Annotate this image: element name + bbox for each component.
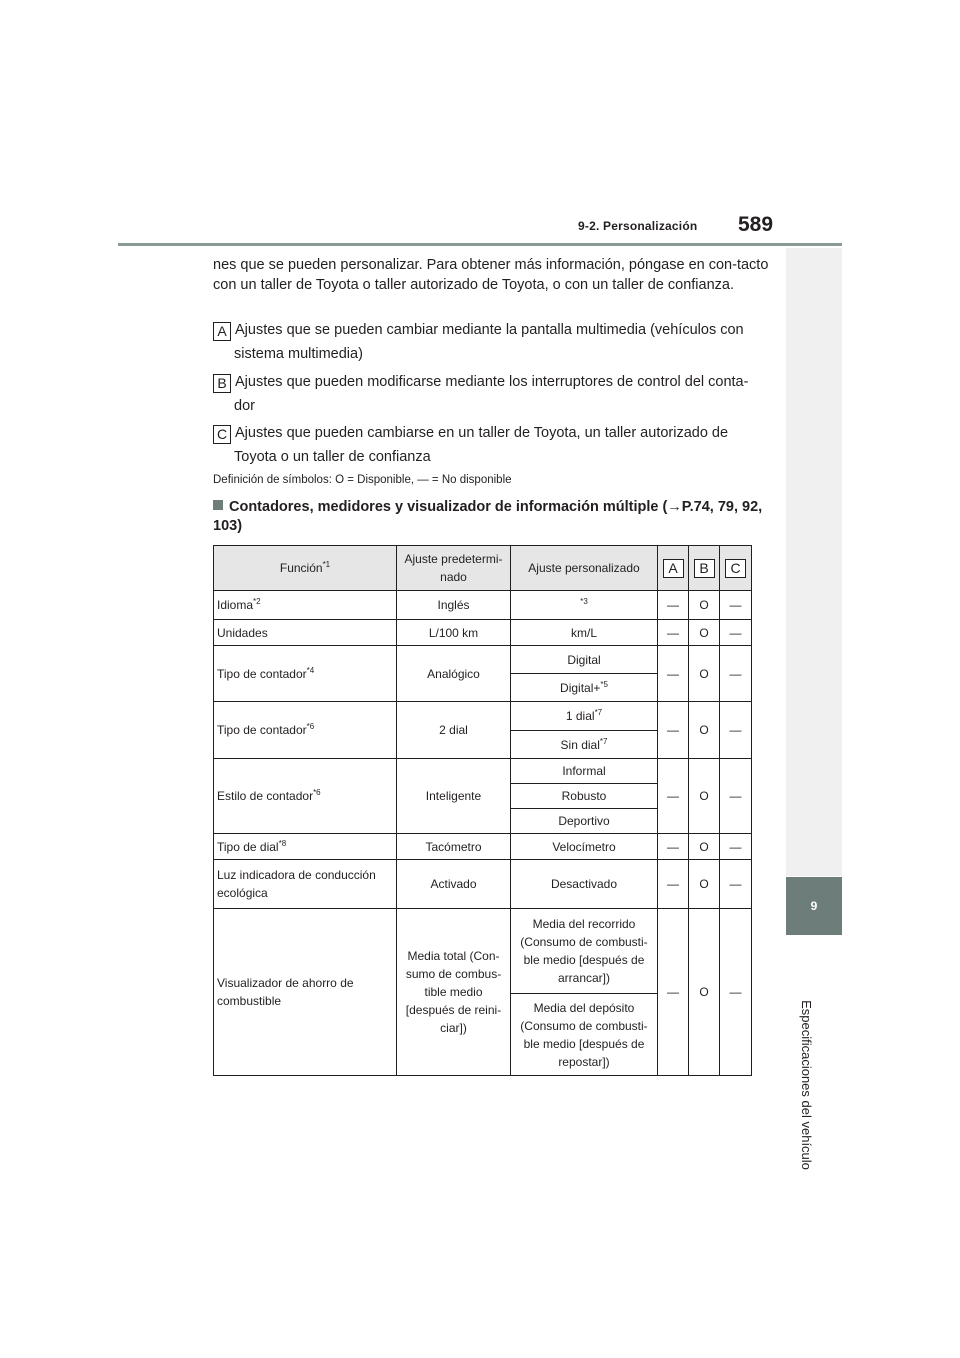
table-row: Deportivo	[214, 809, 752, 834]
table-row: Tipo de contador$^{*6}$ 2 dial 1 dial$^{*7}$ — O —	[214, 702, 752, 731]
table-row: Unidades L/100 km km/L — O —	[214, 620, 752, 646]
header-c: C	[720, 546, 752, 591]
symbol-definition: Definición de símbolos: O = Disponible, — = No disponible	[213, 474, 512, 486]
legend-item-b: B Ajustes que pueden modificarse mediante los interruptores de control del conta- dor	[213, 370, 773, 418]
chapter-label: Especificaciones del vehículo	[799, 1000, 814, 1170]
section-heading: Contadores, medidores y visualizador de información múltiple (→P.74, 79, 92, 103)	[213, 499, 763, 534]
table-row: Sin dial$^{*7}$	[214, 731, 752, 759]
header-funcion: Función$^{*1}$	[214, 546, 397, 591]
header-predeterminado: Ajuste predetermi-nado	[397, 546, 511, 591]
side-tab-background	[786, 248, 842, 876]
header-a: A	[658, 546, 689, 591]
letter-b-badge: B	[213, 374, 231, 393]
table-row: Visualizador de ahorro de combustible Media total (Con-sumo de combus-tible medio [después de reini-ciar]) Media del recorrido (Consumo de combusti-ble medio [después de arrancar]) — O —	[214, 909, 752, 994]
section-title: 9-2. Personalización	[578, 219, 698, 233]
table-row: Tipo de dial$^{*8}$ Tacómetro Velocímetro — O —	[214, 834, 752, 860]
table-row: Tipo de contador$^{*4}$ Analógico Digital — O —	[214, 646, 752, 674]
header-rule	[118, 243, 842, 246]
table-row: Luz indicadora de conducción ecológica Activado Desactivado — O —	[214, 860, 752, 909]
chapter-tab: 9	[786, 877, 842, 935]
table-row: Media del depósito (Consumo de combusti-ble medio [después de repostar])	[214, 994, 752, 1076]
intro-paragraph: nes que se pueden personalizar. Para obtener más información, póngase en con-tacto con un taller de Toyota o taller autorizado de Toyota, o con un taller de confianza.	[213, 257, 769, 293]
header-b: B	[689, 546, 720, 591]
table-row: Estilo de contador$^{*6}$ Inteligente Informal — O —	[214, 759, 752, 784]
header-personalizado: Ajuste personalizado	[511, 546, 658, 591]
letter-a-badge: A	[213, 322, 231, 341]
square-bullet-icon	[213, 500, 223, 510]
legend-item-a: A Ajustes que se pueden cambiar mediante la pantalla multimedia (vehículos con sistema multimedia)	[213, 318, 773, 366]
page-number: 589	[738, 213, 774, 236]
table-row: Idioma$^{*2}$ Inglés $^{*3}$ — O —	[214, 591, 752, 620]
table-row: Robusto	[214, 784, 752, 809]
legend-item-c: C Ajustes que pueden cambiarse en un taller de Toyota, un taller autorizado de Toyota o un taller de confianza	[213, 421, 773, 469]
letter-c-badge: C	[213, 425, 231, 444]
table-header-row	[214, 546, 752, 591]
settings-table	[213, 545, 752, 1076]
table-row: Digital+$^{*5}$	[214, 674, 752, 702]
